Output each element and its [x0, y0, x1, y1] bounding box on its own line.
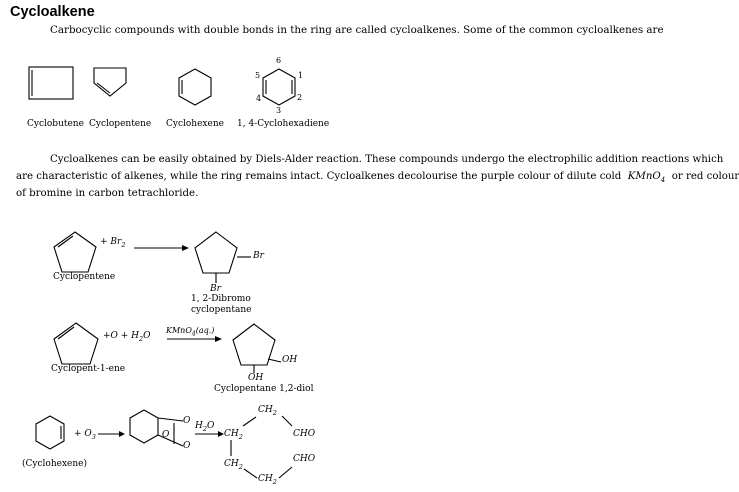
ch2-left-lower: $CH_2$	[224, 459, 243, 471]
paragraph-line-1: Cycloalkenes can be easily obtained by Diels-Alder reaction. These compounds undergo the electrophilic addition reactions which	[50, 154, 724, 165]
cyclohexene-structure	[179, 69, 211, 105]
ring-number-6: 6	[276, 56, 282, 65]
bromine-reagent: + $Br_2$	[100, 237, 126, 249]
ch2-top: $CH_2$	[258, 405, 277, 417]
label-reactant-cyclopentene: Cyclopentene	[53, 272, 116, 282]
oh-substituent-bottom: OH	[248, 373, 264, 383]
ozonide-oxygen-bottom: O	[183, 441, 191, 451]
cho-group-1: CHO	[293, 429, 316, 439]
ring-number-3: 3	[276, 106, 282, 115]
ozone-reagent: + $O_3$	[74, 429, 96, 441]
water-reagent: $H_2O$	[195, 421, 215, 433]
label-cyclopentene: Cyclopentene	[89, 119, 152, 129]
intro-text: Carbocyclic compounds with double bonds in the ring are called cycloalkenes. Some of the common cycloalkenes are	[50, 24, 664, 36]
arrow-label-kmno4: KMnO$_4$(aq.)	[166, 326, 215, 338]
page-title: Cycloalkene	[10, 4, 95, 20]
label-cyclobutene: Cyclobutene	[27, 119, 84, 129]
cyclopentanediol-structure	[233, 324, 281, 373]
arrow-3a	[98, 431, 125, 437]
ozonide-structure	[130, 410, 183, 446]
label-cyclohexadiene: 1, 4-Cyclohexadiene	[237, 119, 330, 129]
ring-number-5: 5	[255, 71, 261, 80]
label-reactant-cyclopent-1-ene: Cyclopent-1-ene	[51, 364, 126, 374]
cyclopentene-reactant-2	[54, 323, 98, 364]
product-dibromo-line2: cyclopentane	[191, 305, 252, 315]
oxidation-reagent: $+O + H_2O$	[103, 331, 151, 343]
cyclohexene-reactant-3	[36, 416, 64, 449]
paragraph-line-2: are characteristic of alkenes, while the ring remains intact. Cycloalkenes decolourise the purple colour of dilute cold KMnO$_4$ or red colour	[16, 171, 739, 185]
dibromocyclopentane-structure	[195, 232, 251, 283]
ch2-bottom: $CH_2$	[258, 474, 277, 486]
ring-number-1: 1	[298, 71, 304, 80]
paragraph-line-3: of bromine in carbon tetrachloride.	[16, 188, 199, 199]
product-cyclopentanediol: Cyclopentane 1,2-diol	[214, 384, 314, 394]
br-substituent-bottom: Br	[210, 284, 221, 294]
cyclopentene-structure	[94, 68, 126, 96]
cyclopentene-reactant-1	[54, 232, 96, 272]
cho-group-2: CHO	[293, 454, 316, 464]
ozonide-oxygen-middle: O	[162, 430, 170, 440]
cyclobutene-structure	[29, 67, 73, 99]
label-reactant-cyclohexene: (Cyclohexene)	[22, 459, 87, 469]
ring-number-4: 4	[256, 94, 262, 103]
ring-number-2: 2	[297, 93, 303, 102]
ozonide-oxygen-top: O	[183, 416, 191, 426]
ch2-left-upper: $CH_2$	[224, 429, 243, 441]
kmno4-formula: KMnO$_4$	[627, 171, 666, 185]
cyclohexadiene-structure	[263, 69, 295, 105]
br-substituent-right: Br	[253, 251, 264, 261]
oh-substituent-right: OH	[282, 355, 298, 365]
label-cyclohexene: Cyclohexene	[166, 119, 224, 129]
product-dibromo-line1: 1, 2-Dibromo	[191, 294, 251, 304]
arrow-1	[134, 245, 189, 251]
